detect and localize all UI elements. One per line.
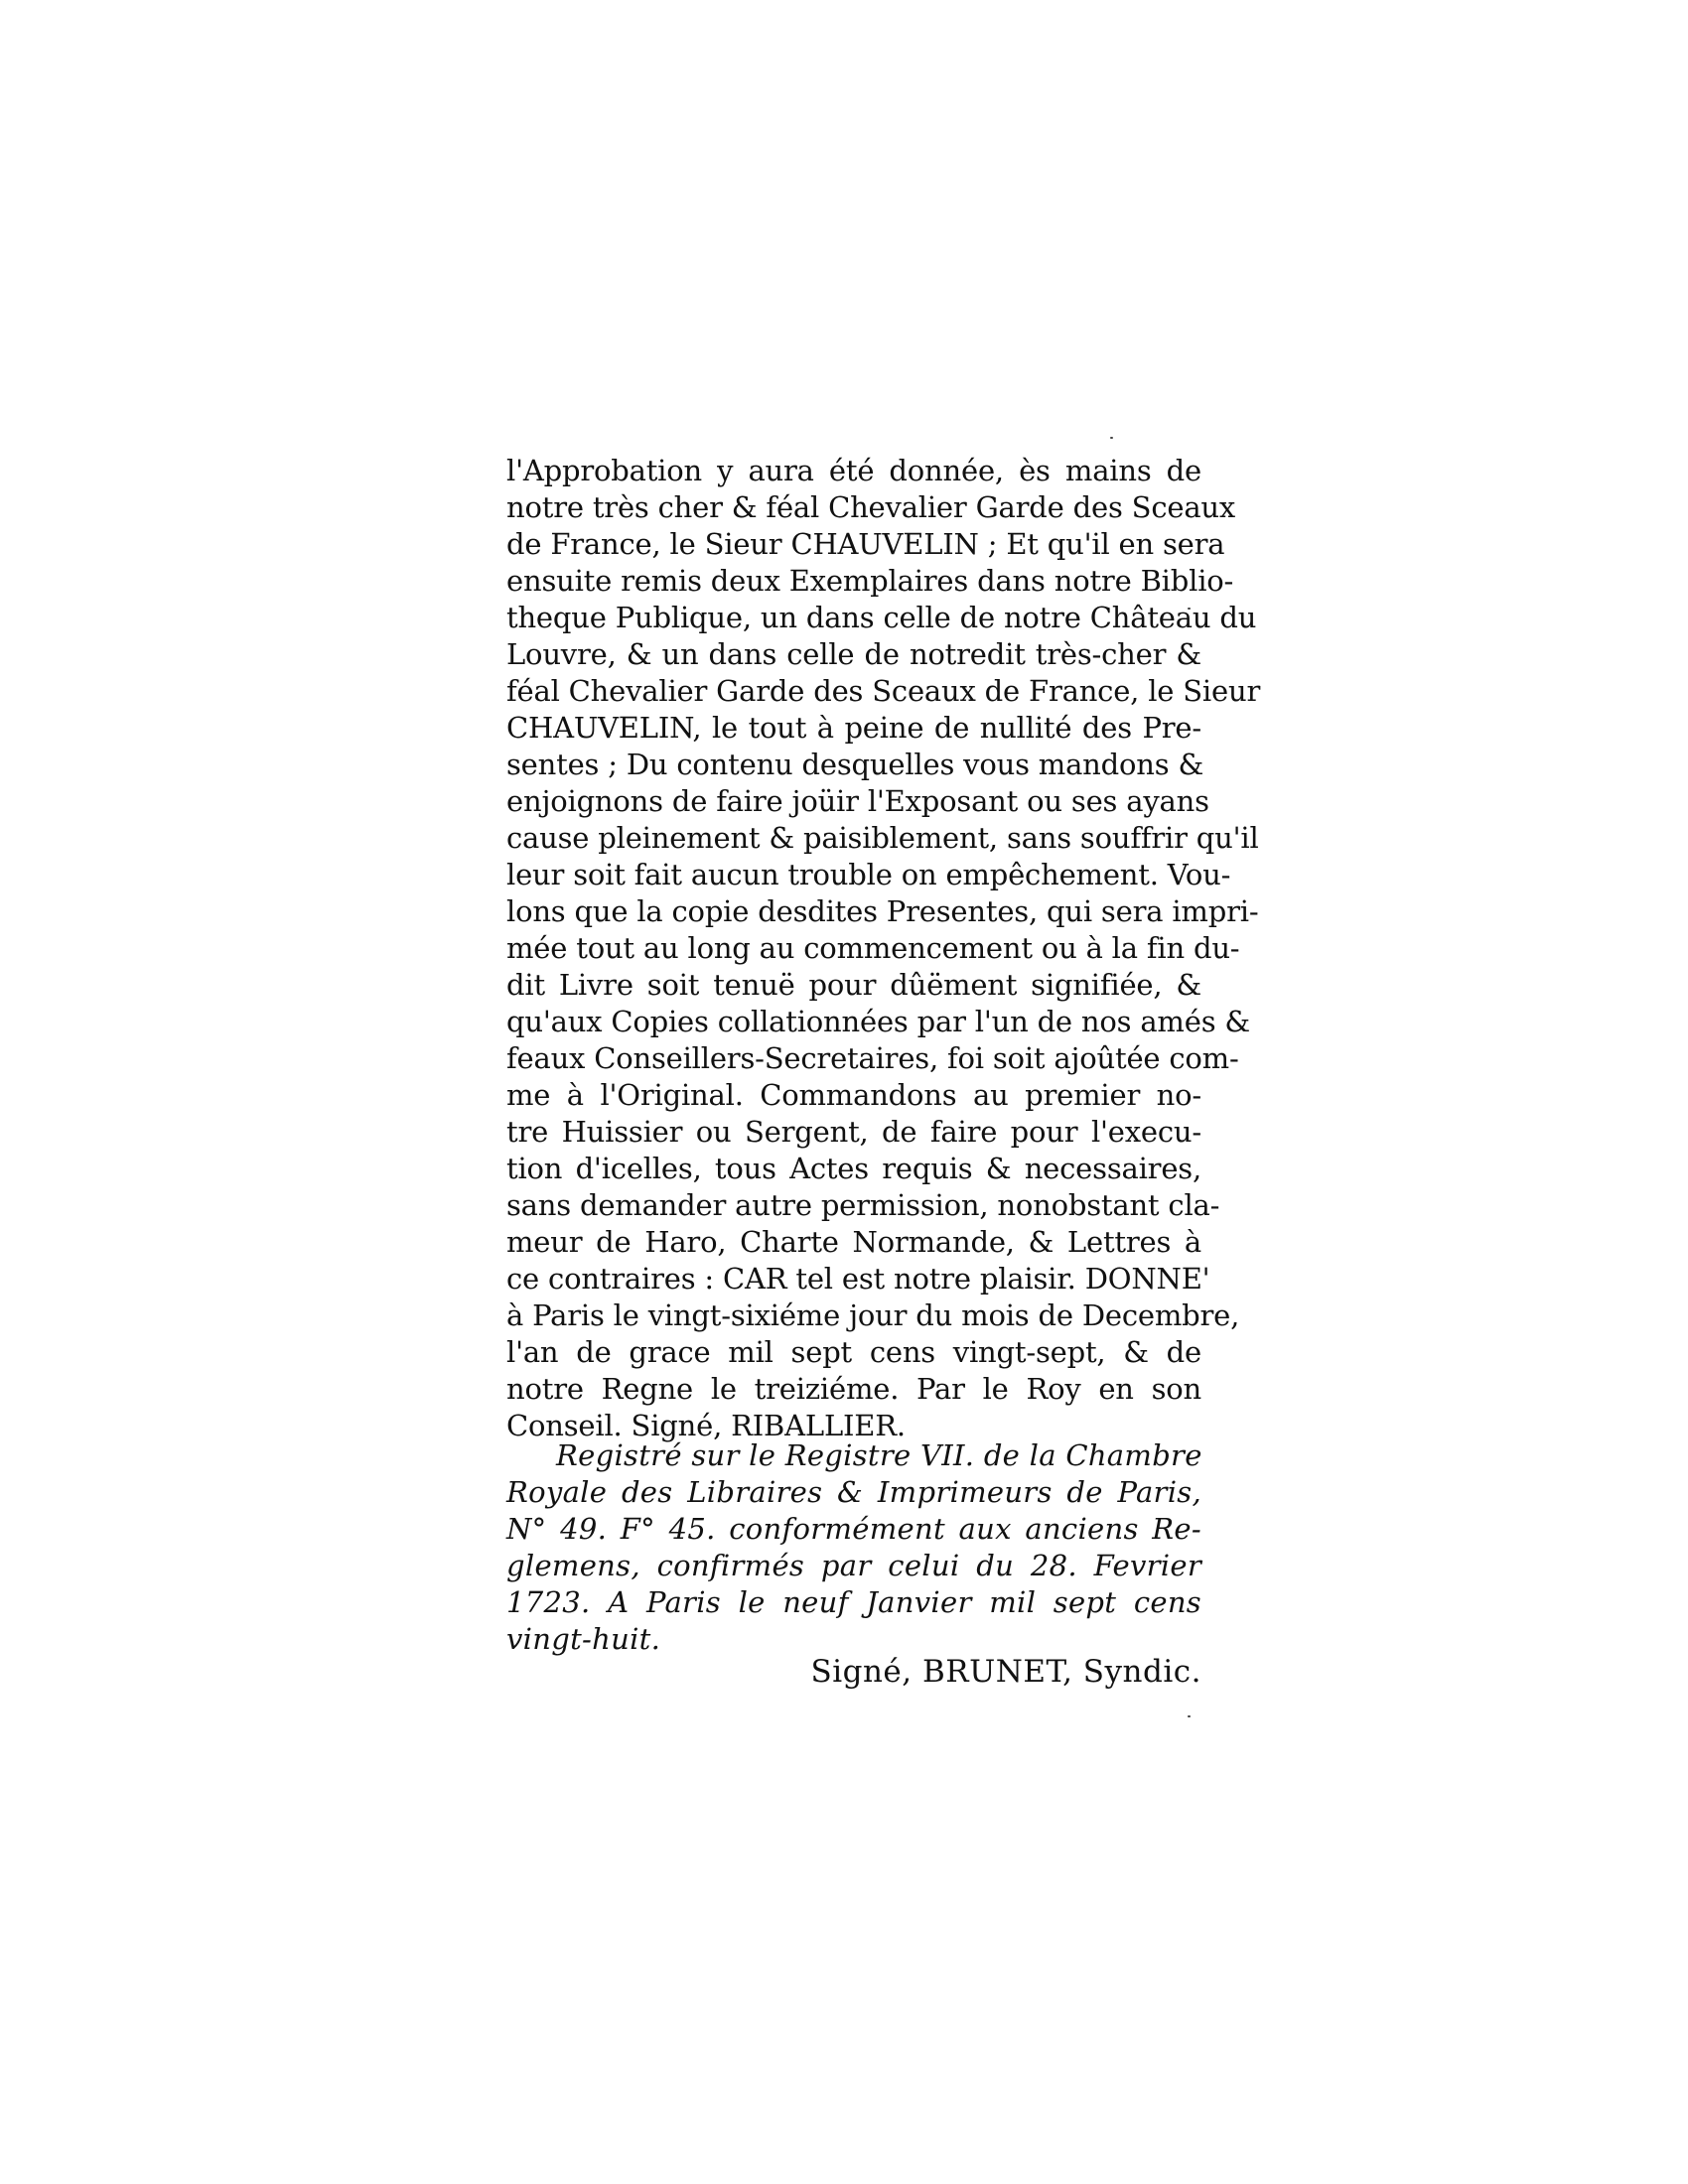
text-line: sentes ; Du contenu desquelles vous mandons & [506,748,1204,781]
text-line: theque Publique, un dans celle de notre Château du [506,601,1257,634]
syndic-signature: Signé, BRUNET, Syndic. [810,1654,1201,1690]
text-line: tre Huissier ou Sergent, de faire pour l'execu- [506,1115,1201,1149]
registration-line: glemens, confirmés par celui du 28. Fevrier [506,1549,1201,1582]
text-line: me à l'Original. Commandons au premier no- [506,1078,1201,1112]
text-line: leur soit fait aucun trouble on empêchement. Vou- [506,858,1231,891]
text-line: dit Livre soit tenuë pour dûëment signifiée, & [506,968,1201,1002]
ink-speck [1110,437,1113,439]
text-line: notre Regne le treiziéme. Par le Roy en son [506,1372,1201,1406]
text-line: Conseil. Signé, RIBALLIER. [506,1409,906,1442]
text-line: à Paris le vingt-sixiéme jour du mois de Decembre, [506,1298,1240,1332]
registration-line: Registré sur le Registre VII. de la Chambre [556,1438,1202,1472]
text-line: féal Chevalier Garde des Sceaux de France, le Sieur [506,674,1261,708]
text-line: lons que la copie desdites Presentes, qui sera impri- [506,894,1259,928]
text-line: l'an de grace mil sept cens vingt-sept, & de [506,1335,1201,1369]
registration-line: N° 49. F° 45. conformément aux anciens Re- [506,1512,1201,1546]
registration-note [506,1437,1201,1658]
text-line: ce contraires : CAR tel est notre plaisir. DONNE' [506,1262,1210,1296]
text-line: ensuite remis deux Exemplaires dans notre Biblio- [506,564,1234,598]
text-line: Louvre, & un dans celle de notredit très-cher & [506,637,1201,671]
registration-line: Royale des Libraires & Imprimeurs de Paris, [506,1475,1201,1509]
text-line: sans demander autre permission, nonobstant cla- [506,1188,1220,1222]
text-line: cause pleinement & paisiblement, sans souffrir qu'il [506,821,1259,855]
text-line: feaux Conseillers-Secretaires, foi soit ajoûtée com- [506,1041,1239,1075]
text-line: CHAUVELIN, le tout à peine de nullité des Pre- [506,711,1201,745]
text-line: de France, le Sieur CHAUVELIN ; Et qu'il en sera [506,527,1225,561]
registration-line: vingt-huit. [506,1622,661,1656]
registration-line: 1723. A Paris le neuf Janvier mil sept cens [506,1585,1201,1619]
privilege-text [506,453,1261,1444]
text-line: notre très cher & féal Chevalier Garde des Sceaux [506,490,1236,524]
text-line: mée tout au long au commencement ou à la fin du- [506,931,1240,965]
ink-speck [1188,1715,1191,1717]
text-line: tion d'icelles, tous Actes requis & necessaires, [506,1152,1201,1185]
text-line: meur de Haro, Charte Normande, & Lettres à [506,1225,1201,1259]
text-line: enjoignons de faire joüir l'Exposant ou ses ayans [506,784,1209,818]
text-line: qu'aux Copies collationnées par l'un de nos amés & [506,1005,1251,1038]
text-line: l'Approbation y aura été donnée, ès mains de [506,454,1201,487]
